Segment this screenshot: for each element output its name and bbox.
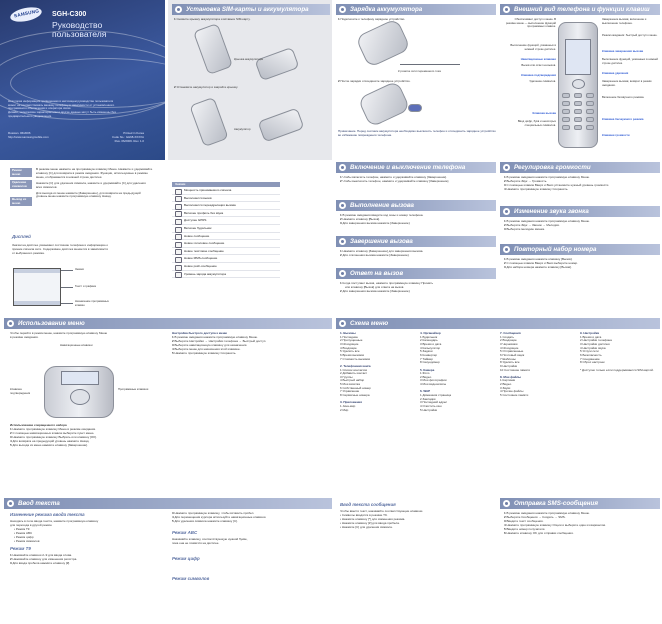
menu-map-item: 8 Секундомер bbox=[420, 360, 440, 365]
ringtone-section-header: Изменение звука звонка bbox=[500, 206, 660, 217]
menu-map-item: 5 Моя визитка bbox=[340, 382, 360, 387]
abc-steps: 3 Нажмите программную клавишу, чтобы вставить пробел. 4 Для перемещения курсора используйте навигационные клавиши. 5 Для удаления символа нажмите клавишу [C]. bbox=[172, 512, 267, 523]
menu-map-item: 8 Сброс настроек bbox=[580, 360, 605, 365]
onoff-section-header: Включение и выключение телефона bbox=[336, 162, 496, 173]
label-softkeys-closeup: Программные клавиши bbox=[118, 387, 149, 391]
keypad-key bbox=[586, 109, 594, 114]
menu-map-item: 4 Очистить кэш bbox=[420, 404, 442, 408]
menu-usage-header: Использование меню bbox=[4, 318, 332, 329]
callout-line bbox=[61, 287, 73, 288]
icon-row: Выполняется переадресация вызова bbox=[172, 202, 280, 210]
footer-line: Code No.: GH68-XXXXA bbox=[112, 134, 144, 139]
key-label-right: Режим ожидания: быстрый доступ к меню. bbox=[602, 33, 658, 37]
t9-title: Режим T9 bbox=[10, 546, 31, 551]
sim-step-1: 1 Снимите крышку аккумулятора и вставьте SIM-карту. bbox=[174, 18, 251, 21]
menu-map-item: 1 Домашняя страница bbox=[420, 393, 452, 398]
sim-icon bbox=[175, 6, 182, 13]
keypad-key bbox=[574, 125, 582, 130]
menu-map-item: 6 Безопасность bbox=[580, 352, 602, 357]
menu-map-item: 2 Видео bbox=[500, 382, 512, 387]
menu-map-item: 5 Настройки bbox=[420, 407, 438, 412]
menu-map-item: 5 Состояние памяти bbox=[500, 393, 529, 398]
icon-row: Уровень заряда аккумулятора bbox=[172, 271, 280, 279]
menu-map-item: 1 Время и дата bbox=[580, 334, 602, 339]
menu-map-item: 7 Стоимость вызовов bbox=[340, 356, 370, 361]
menu-map-item: 3 Мои фотографии bbox=[420, 378, 447, 383]
icon-row: Новое MMS-сообщение bbox=[172, 255, 280, 263]
volume-section-header: Регулировка громкости bbox=[500, 162, 660, 173]
phone-screen bbox=[565, 39, 591, 75]
sim-section-header bbox=[172, 4, 330, 15]
icons-table-header: Значки bbox=[172, 182, 280, 187]
menu-map-item: 1 Фото bbox=[420, 371, 430, 376]
keypad-key bbox=[586, 93, 594, 98]
cover-panel bbox=[0, 0, 165, 160]
keypad-key bbox=[562, 117, 570, 122]
icon-row: Доступен GPRS bbox=[172, 217, 280, 225]
menu-map-item: 3 Настройки дисплея bbox=[580, 341, 610, 346]
charge-note: Примечание. Перед снятием аккумулятора необходимо выключить телефон и отсоединить зарядное устройство во избежание повреждения телефона. bbox=[338, 130, 496, 137]
end-call-icon bbox=[339, 238, 346, 245]
menu-map-item: 4 Исходящие bbox=[500, 345, 519, 350]
menu-map-item: 1 Будильник bbox=[420, 334, 438, 339]
label-outlet: К розетке сети переменного тока bbox=[398, 69, 441, 73]
nav-key-closeup bbox=[70, 389, 90, 405]
menu-icon bbox=[7, 320, 14, 327]
footer-line: Printed in Korea bbox=[123, 131, 144, 135]
menu-map-column bbox=[340, 332, 418, 412]
icon-row: Новое голосовое сообщение bbox=[172, 240, 280, 248]
menu-map-item: 8 Сервисные номера bbox=[340, 393, 370, 398]
menu-map-item: 2 Входящие bbox=[500, 338, 517, 343]
keypad-key bbox=[574, 101, 582, 106]
menu-map-heading: 1. Вызовы bbox=[340, 331, 356, 335]
volume-steps: 1 В режиме ожидания нажмите программную клавишу Меню. 2 Выберите Звук → Громкость. 3 С помощью клавиш Вверх и Вниз установите нужный уровень громкости. 4 Нажмите программную клавишу Сохранить. bbox=[504, 176, 610, 191]
answer-icon bbox=[339, 270, 346, 277]
ringtone-icon bbox=[503, 208, 510, 215]
phone-unplug-illustration bbox=[357, 80, 410, 128]
cover-note: программного обеспечения и оператора связи. bbox=[8, 106, 72, 111]
menu-map-item: 4 Настройки звука bbox=[580, 345, 606, 350]
ringtone-steps: 1 В режиме ожидания нажмите программную клавишу Меню. 2 Выберите Звук → Звонок → Мелодия. 3 Выберите мелодию звонка. bbox=[504, 220, 590, 231]
menu-map-heading: 7. Сообщения bbox=[500, 331, 521, 335]
charge-title: Зарядка аккумулятора bbox=[350, 6, 423, 13]
menu-map-heading: 4. Органайзер bbox=[420, 331, 441, 335]
menu-map-item: 5 Отправленные bbox=[500, 349, 524, 354]
menu-map-item: 3 Последний адрес bbox=[420, 400, 448, 405]
keypad-key bbox=[574, 117, 582, 122]
keypad-key bbox=[562, 125, 570, 130]
menu-map-item: 2. Телефонная книга bbox=[340, 363, 371, 368]
menu-map-item: 9 Настройки bbox=[500, 363, 518, 368]
menu-map-item: 3. Приложения bbox=[340, 400, 362, 405]
display-icon-bar bbox=[14, 269, 60, 273]
battery-icon bbox=[339, 6, 346, 13]
text-input-header: Ввод текста bbox=[4, 498, 332, 509]
menu-map-item: 7 Шаблоны bbox=[500, 356, 516, 361]
footer-line: Russian. 06/2006 bbox=[8, 131, 31, 135]
menu-map-item: 4 Прочие файлы bbox=[500, 389, 524, 394]
menu-map-item: 1 Создать bbox=[500, 334, 514, 339]
redial-steps: 1 В режиме ожидания нажмите клавишу [Вызов]. 2 С помощью клавиш Вверх и Вниз выберите номер. 3 Для набора номера нажмите клавишу [Вызов]. bbox=[504, 258, 579, 269]
t9-steps: 1 Нажимайте клавиши 2–9 для ввода слова. 2 Нажимайте клавишу для изменения регистра. 3 Для ввода пробела нажмите клавишу [#]. bbox=[10, 554, 78, 565]
keypad-key bbox=[562, 109, 570, 114]
icon-row: Новое текстовое сообщение bbox=[172, 248, 280, 256]
call-icon bbox=[339, 202, 346, 209]
menu-map-item: 5 Задачи bbox=[420, 349, 433, 354]
quick-access-steps: Настройка быстрого доступа к меню 1 В режиме ожидания нажмите программную клавишу Меню. 2 Выберите Настройки → Настройки телефона → Быстрый доступ. 3 Выберите навигационную клавишу для назначения. 4 Выберите меню для назначения этой клавише. 5 Нажмите программную клавишу Сохранить. bbox=[172, 332, 267, 355]
key-label-right: Завершение вызова; возврат в режим ожидания. bbox=[602, 79, 652, 87]
keypad-key bbox=[562, 101, 570, 106]
menu-map-item: 4 Входящие bbox=[340, 345, 357, 350]
sim-panel-bg bbox=[168, 0, 332, 160]
menu-map-item: 3 Звуки bbox=[500, 385, 511, 390]
key-label-right: Включение беззвучного режима. bbox=[602, 95, 645, 99]
menu-map-item: 7 Таймер bbox=[420, 356, 433, 361]
key-label-blue: Клавиша завершения вызова bbox=[602, 49, 644, 53]
cover-footer-left bbox=[8, 132, 49, 140]
box-exit-menu: Выход из меню bbox=[10, 197, 32, 206]
abc-text: Нажимайте клавишу, соответствующую нужной букве, пока она не появится на дисплее. bbox=[172, 538, 248, 545]
sim-step-2: 2 Установите аккумулятор и закройте крышку. bbox=[174, 86, 239, 89]
key-label-left: Выполнение функций, указанных в нижней строке дисплея. bbox=[510, 43, 556, 51]
menu-map-item: 7 Соединение bbox=[580, 356, 600, 361]
text-mode-subtitle: Изменение режима ввода текста bbox=[10, 512, 85, 517]
keypad-key bbox=[562, 93, 570, 98]
keyboard-icon bbox=[7, 500, 14, 507]
charge-step-1: 1 Подключите к телефону зарядное устройство. bbox=[338, 18, 406, 21]
display-softkey-bar bbox=[14, 301, 60, 305]
logo-text: SAMSUNG bbox=[13, 8, 40, 19]
key-label-blue: Клавиша бесшумного режима bbox=[602, 117, 644, 121]
sms-mid-text: Чтобы ввести текст, нажимайте соответствующие клавиши. • Символы вводятся в режиме T9. • Нажмите клавишу [*] для изменения режима. • Нажмите клавишу [#] для ввода пробела. • Нажмите [C] для удаления символа. bbox=[340, 510, 424, 529]
power-icon bbox=[339, 164, 346, 171]
menu-map-item: 8. Мои файлы bbox=[500, 374, 521, 379]
keypad-key bbox=[586, 101, 594, 106]
menu-map-heading: 9. Настройки bbox=[580, 331, 600, 335]
cover-note: Дизайн, технические характеристики и другие данные могут быть изменены без bbox=[8, 110, 116, 115]
key-label-left: Обеспечивает доступ к меню. В режиме меню — выполнение функций программных клавиш. bbox=[505, 17, 556, 28]
sms-mid-title: Ввод текста сообщения bbox=[340, 502, 396, 507]
redial-icon bbox=[503, 246, 510, 253]
menu-map-item: 7 Управление bbox=[340, 389, 360, 394]
display-diagram bbox=[13, 268, 61, 306]
icons-table bbox=[172, 182, 280, 278]
key-label-blue: Навигационные клавиши bbox=[520, 57, 556, 61]
charge-step-2: 2 После зарядки отсоедините зарядное устройство. bbox=[338, 80, 411, 83]
phone-front-illustration bbox=[558, 22, 598, 148]
menu-map-item: 4 Калькулятор bbox=[420, 345, 441, 350]
menu-map-item: 2 Добавить контакт bbox=[340, 371, 367, 376]
keypad-key bbox=[574, 93, 582, 98]
sim-title: Установка SIM-карты и аккумулятора bbox=[186, 6, 309, 13]
label-icons: Значки bbox=[75, 267, 84, 271]
menu-usage-text: Чтобы перейти в режим меню, нажмите программную клавишу Меню в режиме ожидания. bbox=[10, 332, 108, 339]
menu-map-item: 3 Исходящие bbox=[340, 341, 359, 346]
cover-note: предварительного уведомления. bbox=[8, 113, 52, 118]
redial-section-header: Повторный набор номера bbox=[500, 244, 660, 255]
onoff-steps: 1 Чтобы включить телефон, нажмите и удерживайте клавишу [Завершение]. 2 Чтобы выключить телефон, нажмите и удерживайте клавишу [Завершение]. bbox=[340, 176, 450, 183]
menu-map-column bbox=[580, 332, 658, 372]
label-softkeys: Назначение программных клавиш bbox=[75, 299, 109, 307]
charger-plug-illustration bbox=[408, 104, 422, 112]
answer-section-header: Ответ на вызов bbox=[336, 268, 496, 279]
menu-map-item: 1 Картинки bbox=[500, 378, 516, 383]
footer-line: Rus. 06/2006. Rev. 1.0 bbox=[114, 138, 144, 143]
icon-row: Мощность принимаемого сигнала bbox=[172, 187, 280, 195]
menu-map-item: 6 Время вызовов bbox=[340, 352, 364, 357]
menu-map-item: 3 Группы bbox=[340, 374, 353, 379]
menu-map-item: 5 Услуги сети bbox=[580, 349, 599, 354]
icon-row: Выполняется вызов bbox=[172, 195, 280, 203]
call-section-header: Выполнение вызова bbox=[336, 200, 496, 211]
cover-footer-right bbox=[112, 132, 144, 143]
menu-map-column bbox=[500, 332, 578, 398]
display-title: Дисплей bbox=[12, 234, 31, 239]
box-delete-chars: Удаление символов bbox=[10, 180, 32, 189]
phone-icon bbox=[503, 6, 510, 13]
label-battery: Аккумулятор bbox=[234, 127, 251, 131]
keys-title: Внешний вид телефона и функции клавиш bbox=[514, 6, 650, 13]
icon-row: Новое push-сообщение bbox=[172, 263, 280, 271]
volume-icon bbox=[503, 164, 510, 171]
footer-link[interactable]: http://www.samsungmobile.com bbox=[8, 134, 49, 139]
label-nav-keys: Навигационные клавиши bbox=[60, 343, 93, 347]
menu-map-item: 6 Собственный номер bbox=[340, 385, 371, 390]
menu-map-item: 1 Java-мир bbox=[340, 404, 356, 408]
nav-key bbox=[572, 79, 585, 89]
menu-map-item: 4 Быстрый набор bbox=[340, 378, 365, 383]
label-confirm-key: Клавиша подтверждения bbox=[10, 387, 31, 395]
phone-screen bbox=[61, 371, 99, 385]
end-steps: 1 Нажмите клавишу [Завершение] для завершения вызова. 2 Для отклонения вызова нажмите [Завершение]. bbox=[340, 250, 424, 257]
abc-title: Режим ABC bbox=[172, 530, 198, 535]
cover-notes bbox=[8, 100, 156, 119]
text-mode-list: Находясь в поле ввода текста, нажмите программную клавишу для перехода в другой режим. • Режим T9 • Режим ABC • Режим цифр • Режим символов bbox=[10, 520, 99, 543]
keys-section-header bbox=[500, 4, 660, 15]
sms-section-header: Отправка SMS-сообщения bbox=[500, 498, 660, 509]
envelope-icon bbox=[503, 500, 510, 507]
display-text: Значки на дисплее указывают состояние телефона и информацию о приеме сигнала сети. Содержимое дисплея меняется в зависимости от выбранного режима. bbox=[12, 244, 109, 255]
model-name: SGH-C300 bbox=[52, 11, 87, 18]
keypad-key bbox=[574, 109, 582, 114]
menu-map-icon bbox=[339, 320, 346, 327]
key-label-blue: Клавиша подтверждения bbox=[521, 73, 556, 77]
icon-row: Включен профиль без звука bbox=[172, 210, 280, 218]
key-label-blue: Клавиши громкости bbox=[602, 133, 630, 137]
samsung-logo bbox=[9, 5, 43, 24]
menu-intro-text: В режиме меню нажмите на программную клавишу Меню. Нажмите и удерживайте клавишу [C] для возврата в режим ожидания. Функции, используемые в режиме меню, отображаются в нижней строке дисплея. Нажмите [C] для удаления символа, нажмите и удерживайте [C] для удаления всех символов. Для выхода из меню нажмите [Завершение], для возврата на предыдущий уровень меню нажмите программную клавишу Назад. bbox=[36, 168, 153, 199]
cover-note: Некоторая информация приведенная в настоящем руководстве пользователя bbox=[8, 99, 114, 103]
menu-map-item: 2 Настройки телефона bbox=[580, 338, 612, 343]
key-label-left: Ввод цифр, букв и некоторых специальных символов. bbox=[517, 119, 556, 127]
menu-map-item: 6 Конвертер bbox=[420, 352, 438, 357]
callout-line bbox=[61, 270, 73, 271]
menu-map-item: 10 Состояние памяти bbox=[500, 367, 531, 372]
menu-map-item: 6. WAP bbox=[420, 389, 431, 394]
menu-map-item: 2 Пропущенные bbox=[340, 338, 363, 343]
key-label-left: Вызов или ответ на вызов. bbox=[521, 63, 556, 67]
icon-row: Включен будильник bbox=[172, 225, 280, 233]
menu-map-item: 1 Последние bbox=[340, 334, 358, 339]
key-label-blue: Клавиша удаления bbox=[602, 71, 629, 75]
charger-cable bbox=[400, 64, 460, 65]
cover-note: может не соответствовать вашему телефону в зависимости от установленного bbox=[8, 102, 115, 107]
key-label-right: Завершение вызова; включение и выключение телефона. bbox=[602, 17, 647, 25]
label-battery-cover: Крышка аккумулятора bbox=[234, 57, 263, 61]
menu-map-item: 2 Закладки bbox=[420, 396, 436, 401]
box-menu-mode: Режим меню bbox=[10, 168, 32, 177]
key-label-blue: Клавиша вызова bbox=[532, 111, 556, 115]
menu-map-item: 3 Время и дата bbox=[420, 341, 442, 346]
cover-title: Руководство пользователя bbox=[52, 20, 107, 40]
keypad-key bbox=[586, 117, 594, 122]
menu-map-item: 1 Список контактов bbox=[340, 367, 367, 372]
menu-map-item: 2 Видео bbox=[420, 374, 432, 379]
menu-map-item: 2 Мир bbox=[340, 407, 349, 412]
menu-map-item: 6 Почтовый ящик bbox=[500, 352, 525, 357]
phone-keys-closeup bbox=[44, 366, 114, 418]
key-label-left: Удаление символов. bbox=[529, 79, 556, 83]
call-steps: 1 В режиме ожидания введите код зоны и номер телефона. 2 Нажмите клавишу [Вызов]. 3 Для завершения вызова нажмите [Завершение]. bbox=[340, 214, 424, 225]
phone-charging-illustration bbox=[355, 18, 411, 68]
menu-map-item: 5. Камера bbox=[420, 367, 435, 372]
menu-map-header: Схема меню bbox=[336, 318, 660, 329]
charge-section-header bbox=[336, 4, 496, 15]
callout-line bbox=[61, 303, 73, 304]
label-text-graphics: Текст и графика bbox=[75, 284, 96, 288]
numbers-title: Режим цифр bbox=[172, 556, 200, 561]
menu-map-item: 2 Календарь bbox=[420, 338, 438, 343]
icon-row: Новое сообщение bbox=[172, 233, 280, 241]
key-label-right: Выполнение функций, указанных в нижней строке дисплея. bbox=[602, 57, 658, 65]
menu-map-item: 5 Удалить все bbox=[340, 349, 360, 354]
sms-steps: 1 В режиме ожидания нажмите программную клавишу Меню. 2 Выберите Сообщения → Создать → SMS. 3 Введите текст сообщения. 4 Нажмите программную клавишу Опции и выберите один из вариантов. 5 Введите номер получателя. 6 Нажмите клавишу OK для отправки сообщения. bbox=[504, 512, 606, 535]
menu-map-column bbox=[420, 332, 498, 412]
symbols-title: Режим символов bbox=[172, 576, 210, 581]
menu-map-item: 3 Черновики bbox=[500, 341, 518, 346]
menu-map-item: * Доступно только если поддерживается SIM-картой. bbox=[580, 367, 654, 372]
keypad-key bbox=[586, 125, 594, 130]
end-section-header: Завершение вызова bbox=[336, 236, 496, 247]
answer-steps: 1 Когда поступает вызов, нажмите программную клавишу Принять или клавишу [Вызов] для ответа на вызов. 2 Для завершения вызова нажмите [Завершение]. bbox=[340, 282, 434, 293]
shortcut-steps: Использование сокращенного набора 1 Нажмите программную клавишу Меню в режиме ожидания. 2 С помощью навигационных клавиш выберите пункт меню. 3 Нажмите программную клавишу Выбрать или клавишу [OK]. 4 Для возврата на предыдущий уровень нажмите Назад. 5 Для выхода из меню нажмите клавишу [Завершение]. bbox=[10, 424, 97, 447]
menu-map-item: 4 Мои видеоклипы bbox=[420, 382, 447, 387]
menu-map-item: 8 Удалить все bbox=[500, 360, 520, 365]
